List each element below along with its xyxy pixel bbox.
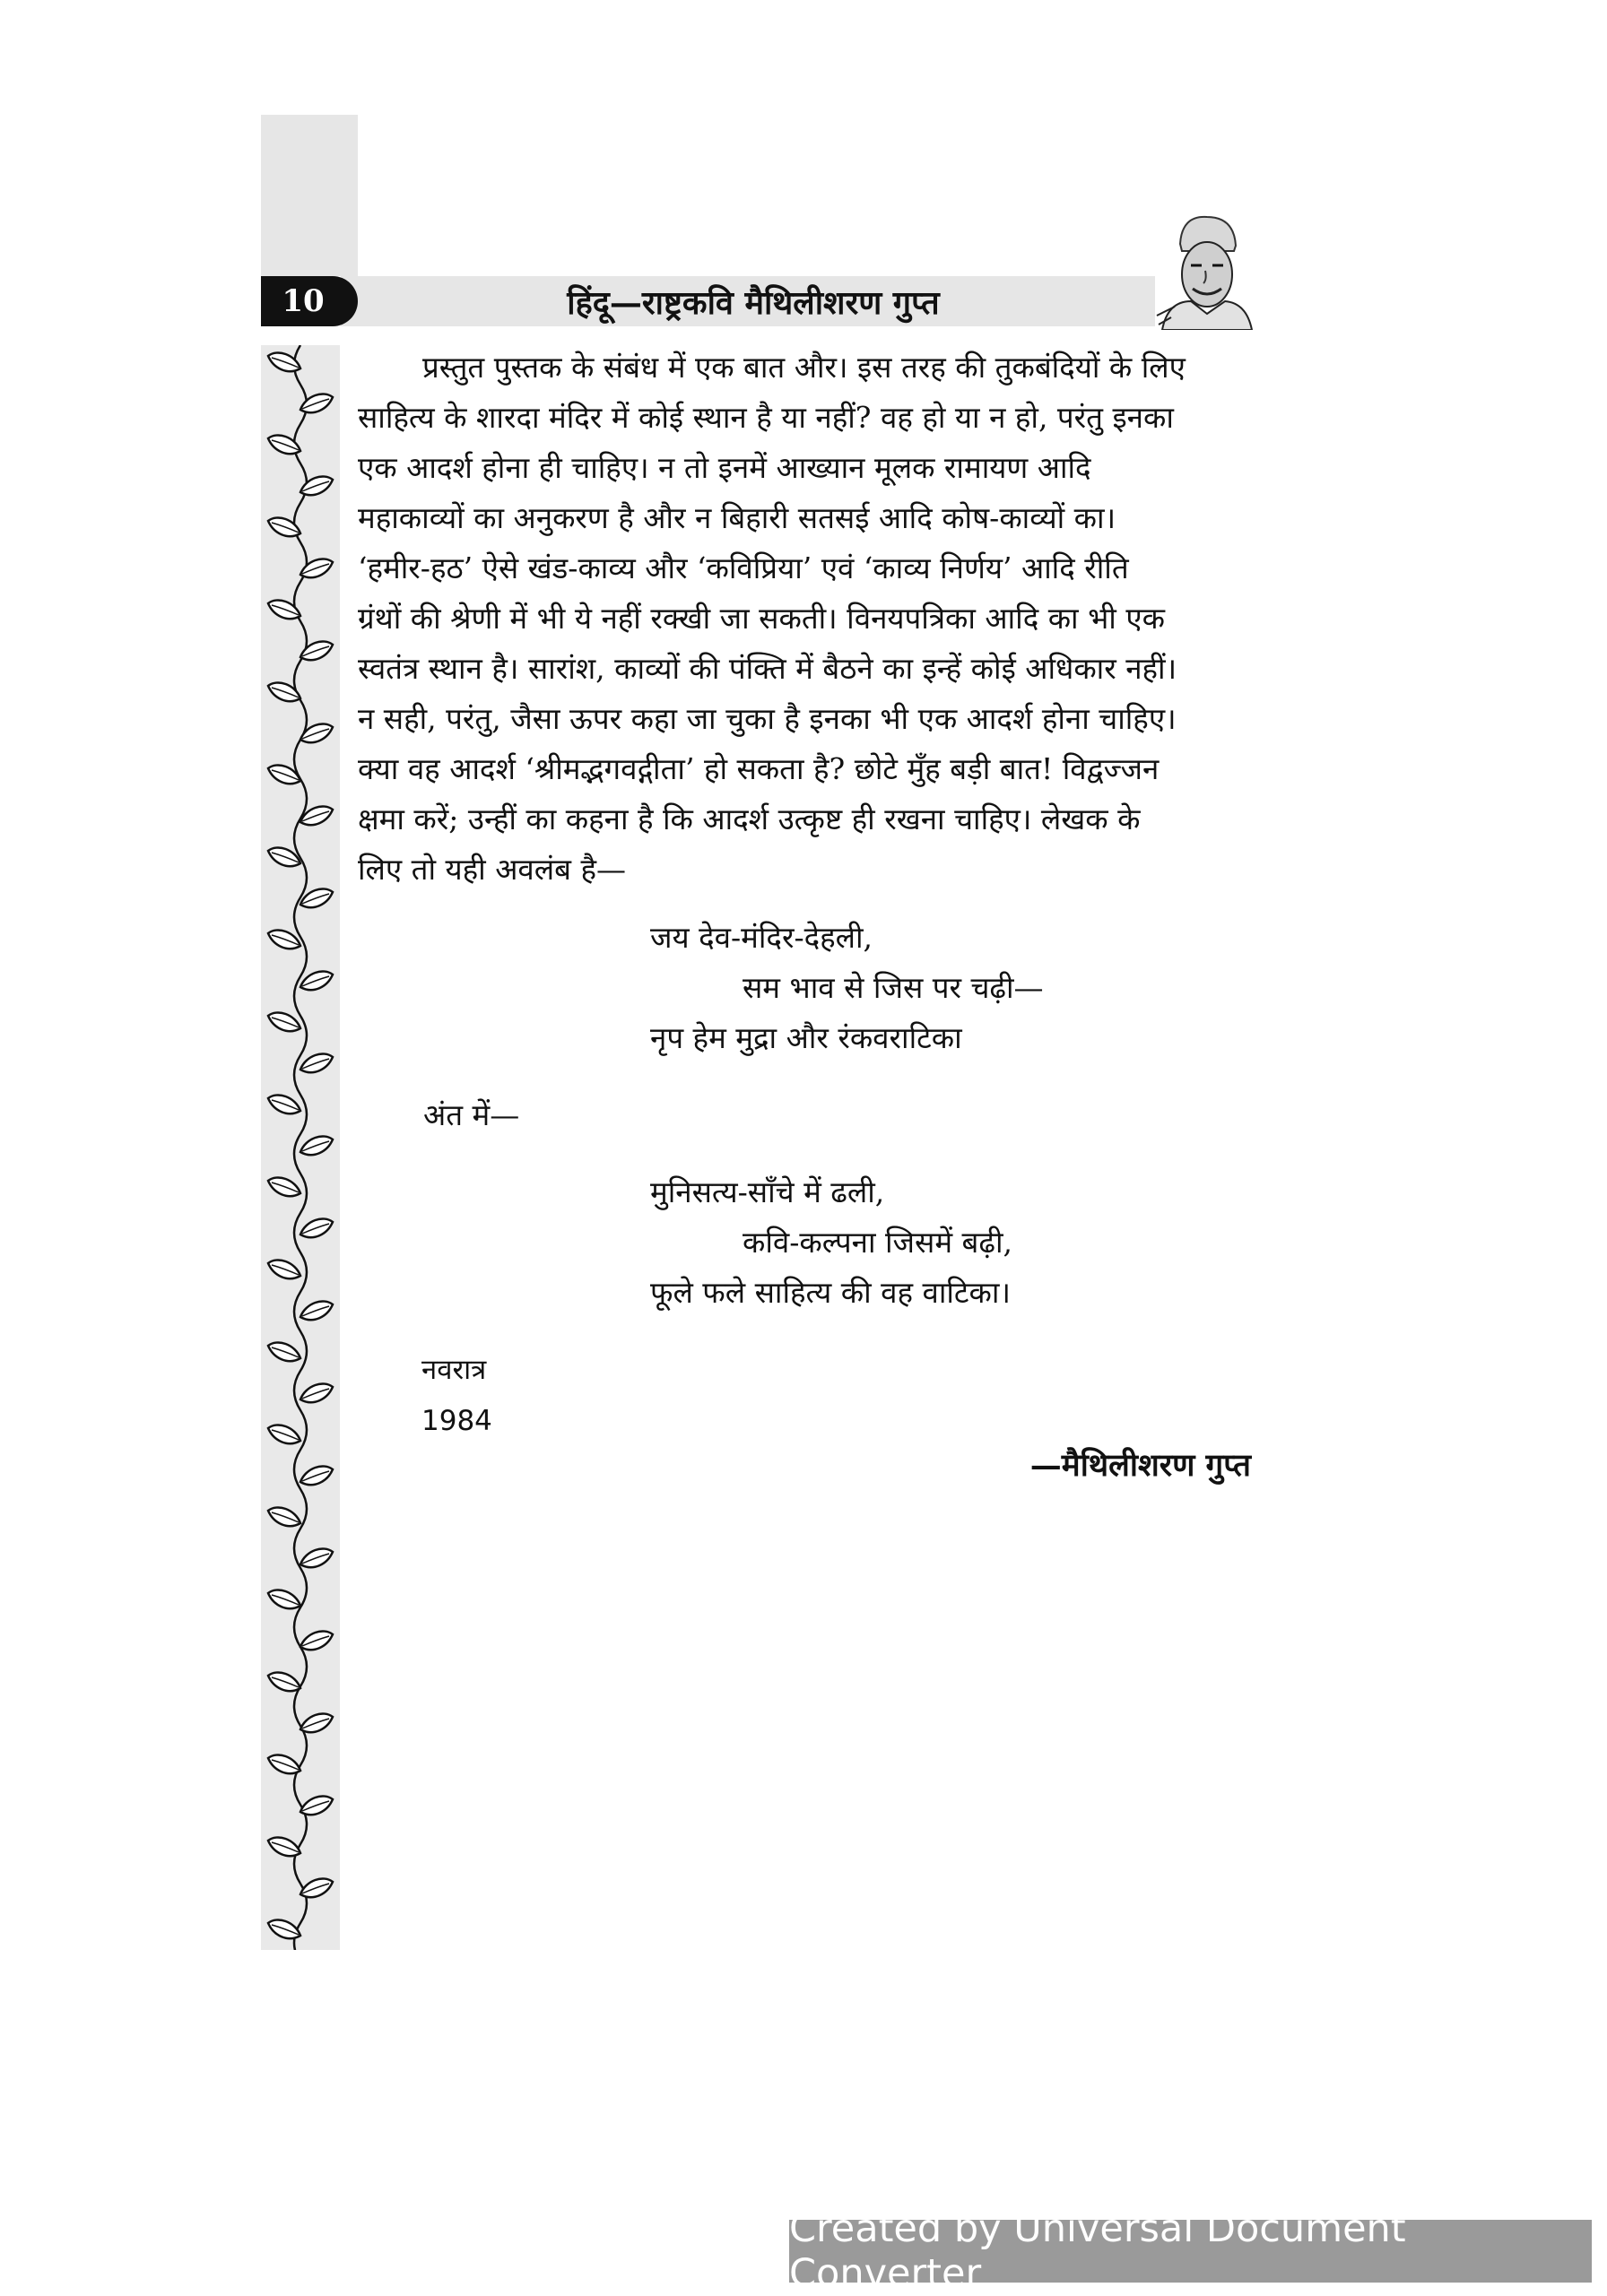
watermark-banner: Created by Universal Document Converter: [789, 2220, 1592, 2283]
paragraph-line: क्षमा करें; उन्हीं का कहना है कि आदर्श उत्कृष्ट ही रखना चाहिए। लेखक के: [358, 801, 1141, 836]
paragraph-line: एक आदर्श होना ही चाहिए। न तो इनमें आख्यान मूलक रामायण आदि: [358, 450, 1091, 485]
verse-line: सम भाव से जिस पर चढ़ी—: [743, 970, 1044, 1005]
paragraph-line: महाकाव्यों का अनुकरण है और न बिहारी सतसई आदि कोष-काव्यों का।: [358, 500, 1116, 535]
header-gray-tab: [261, 115, 358, 276]
paragraph-line: लिए तो यही अवलंब है—: [358, 852, 626, 887]
paragraph-line: न सही, परंतु, जैसा ऊपर कहा जा चुका है इनका भी एक आदर्श होना चाहिए।: [358, 701, 1177, 736]
page-number: 10: [261, 276, 358, 326]
paragraph-line: क्या वह आदर्श ‘श्रीमद्भगवद्गीता’ हो सकता है? छोटे मुँह बड़ी बात! विद्वज्जन: [358, 751, 1160, 786]
paragraph-line: ‘हमीर-हठ’ ऐसे खंड-काव्य और ‘कविप्रिया’ एवं ‘काव्य निर्णय’ आदि रीति: [358, 550, 1129, 585]
author-signature: —मैथिलीशरण गुप्त: [1029, 1447, 1251, 1484]
paragraph-line: साहित्य के शारदा मंदिर में कोई स्थान है या नहीं? वह हो या न हो, परंतु इनका: [358, 400, 1174, 435]
verse-line: कवि-कल्पना जिसमें बढ़ी,: [743, 1225, 1013, 1260]
paragraph-line: प्रस्तुत पुस्तक के संबंध में एक बात और। इस तरह की तुकबंदियों के लिए: [422, 350, 1186, 385]
end-label: अंत में—: [423, 1097, 520, 1132]
date-season: नवरात्र: [421, 1354, 487, 1386]
verse-line: नृप हेम मुद्रा और रंकवराटिका: [650, 1020, 962, 1055]
verse-line: फूले फले साहित्य की वह वाटिका।: [650, 1275, 1011, 1310]
paragraph-line: स्वतंत्र स्थान है। सारांश, काव्यों की पंक्ति में बैठने का इन्हें कोई अधिकार नहीं।: [358, 651, 1177, 686]
verse-line: मुनिसत्य-साँचे में ढली,: [650, 1174, 885, 1209]
poet-portrait-icon: [1155, 208, 1254, 330]
running-title: हिंदू—राष्ट्रकवि मैथिलीशरण गुप्त: [567, 283, 940, 322]
verse-line: जय देव-मंदिर-देहली,: [650, 920, 873, 955]
preface-paragraph: [358, 342, 1251, 895]
paragraph-line: ग्रंथों की श्रेणी में भी ये नहीं रक्खी जा सकती। विनयपत्रिका आदि का भी एक: [358, 601, 1165, 636]
leaf-vine-border-icon: [261, 345, 340, 1950]
date-year: 1984: [421, 1405, 492, 1437]
